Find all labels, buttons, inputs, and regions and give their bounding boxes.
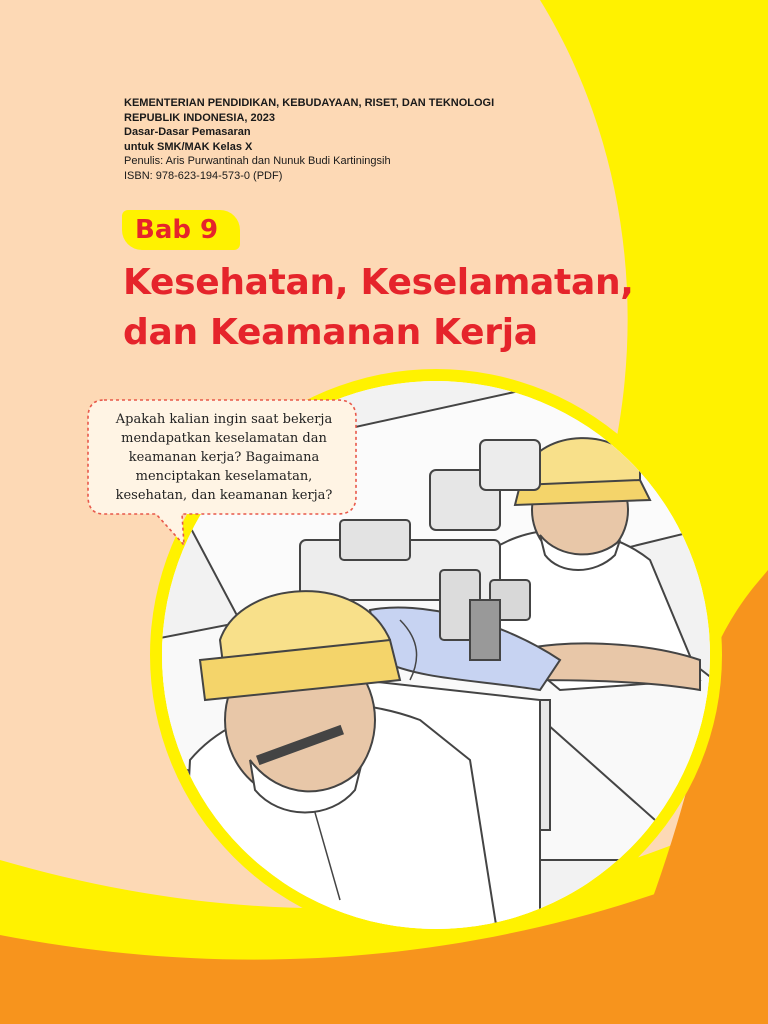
authors: Penulis: Aris Purwantinah dan Nunuk Budi Kartiningsih [124, 155, 391, 168]
chapter-label: Bab 9 [135, 215, 219, 245]
speech-line-5: kesehatan, dan keamanan kerja? [115, 488, 333, 503]
publisher-line-1: KEMENTERIAN PENDIDIKAN, KEBUDAYAAN, RISET, DAN TEKNOLOGI [124, 97, 495, 109]
speech-line-1: Apakah kalian ingin saat bekerja [115, 412, 333, 427]
book-level: untuk SMK/MAK Kelas X [124, 140, 253, 153]
speech-line-4: menciptakan keselamatan, [135, 469, 313, 484]
chapter-title-line-1: Kesehatan, Keselamatan, [123, 262, 634, 303]
isbn: ISBN: 978-623-194-573-0 (PDF) [124, 169, 283, 182]
book-title: Dasar-Dasar Pemasaran [124, 126, 251, 139]
speech-line-2: mendapatkan keselamatan dan [121, 431, 327, 446]
speech-bubble-text [100, 410, 348, 505]
speech-line-3: keamanan kerja? Bagaimana [128, 450, 320, 465]
chapter-title [123, 258, 723, 358]
publisher-line-2: REPUBLIK INDONESIA, 2023 [124, 111, 275, 124]
publication-info [124, 96, 544, 184]
chapter-title-line-2: dan Keamanan Kerja [123, 312, 538, 353]
